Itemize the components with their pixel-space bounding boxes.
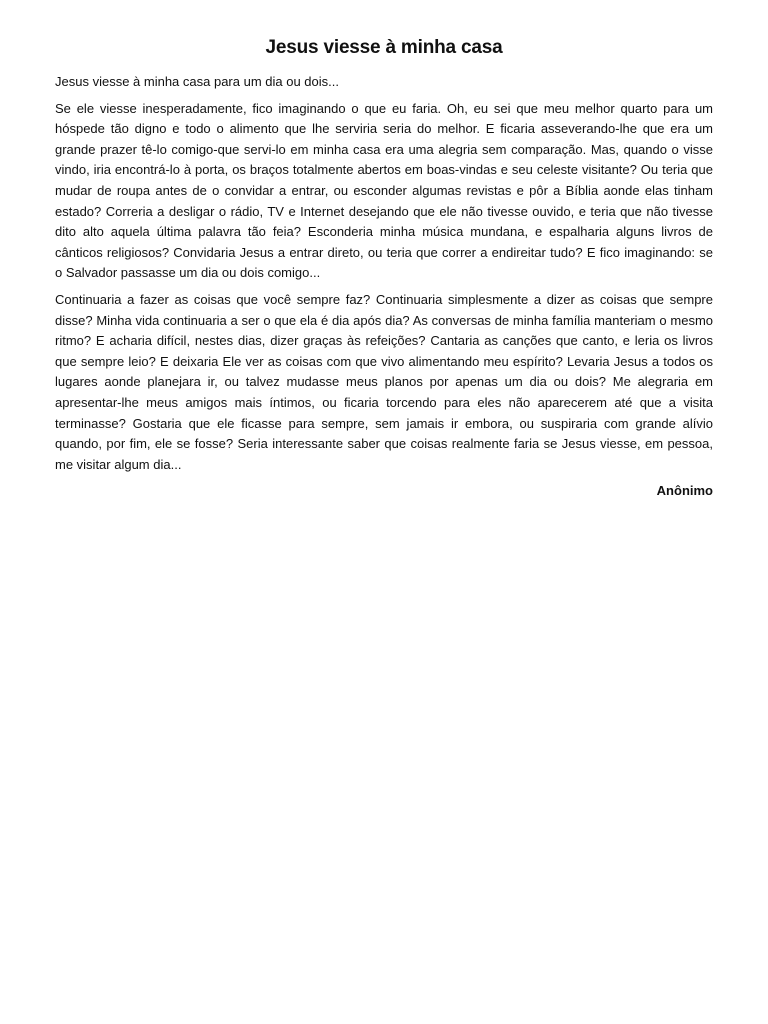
- body-paragraph-2: Continuaria a fazer as coisas que você sempre faz? Continuaria simplesmente a dizer as coisas que sempre disse? Minha vida continuaria a ser o que ela é dia após dia? As conversas de minha família manteriam o mesmo ritmo? E acharia difícil, nestes dias, dizer graças às refeições? Cantaria as canções que canto, e leria os livros que sempre leio? E deixaria Ele ver as coisas com que vivo alimentando meu espírito? Levaria Jesus a todos os lugares aonde planejara ir, ou talvez mudasse meus planos por apenas um dia ou dois? Me alegraria em apresentar-lhe meus amigos mais íntimos, ou ficaria torcendo para eles não aparecerem até que a visita terminasse? Gostaria que ele ficasse para sempre, sem jamais ir embora, ou suspiraria com grande alívio quando, por fim, ele se fosse? Seria interessante saber que coisas realmente faria se Jesus viesse, em pessoa, me visitar algum dia...: [55, 291, 713, 472]
- body-paragraph-1: Se ele viesse inesperadamente, fico imaginando o que eu faria. Oh, eu sei que meu melhor quarto para um hóspede tão digno e todo o alimento que lhe serviria seria do melhor. E ficaria asseverando-lhe que era um grande prazer tê-lo comigo-que servi-lo em minha casa era uma alegria sem comparação. Mas, quando o visse vindo, iria encontrá-lo à porta, os braços totalmente abertos em boas-vindas e seu celeste visitante? Ou teria que mudar de roupa antes de o convidar a entrar, ou esconder algumas revistas e pôr a Bíblia aonde elas tinham estado? Correria a desligar o rádio, TV e Internet desejando que ele não tivesse ouvido, e teria que não tivesse dito alto aquela última palavra tão feia? Esconderia minha música mundana, e espalharia alguns livros de cânticos religiosos? Convidaria Jesus a entrar direto, ou teria que correr a endireitar tudo? E fico imaginando: se o Salvador passasse um dia ou dois comigo...: [55, 100, 713, 281]
- intro-paragraph: Jesus viesse à minha casa para um dia ou dois...: [55, 74, 339, 89]
- author-signature: Anônimo: [656, 483, 713, 499]
- document-page: [55, 36, 713, 501]
- document-title: Jesus viesse à minha casa: [265, 37, 503, 58]
